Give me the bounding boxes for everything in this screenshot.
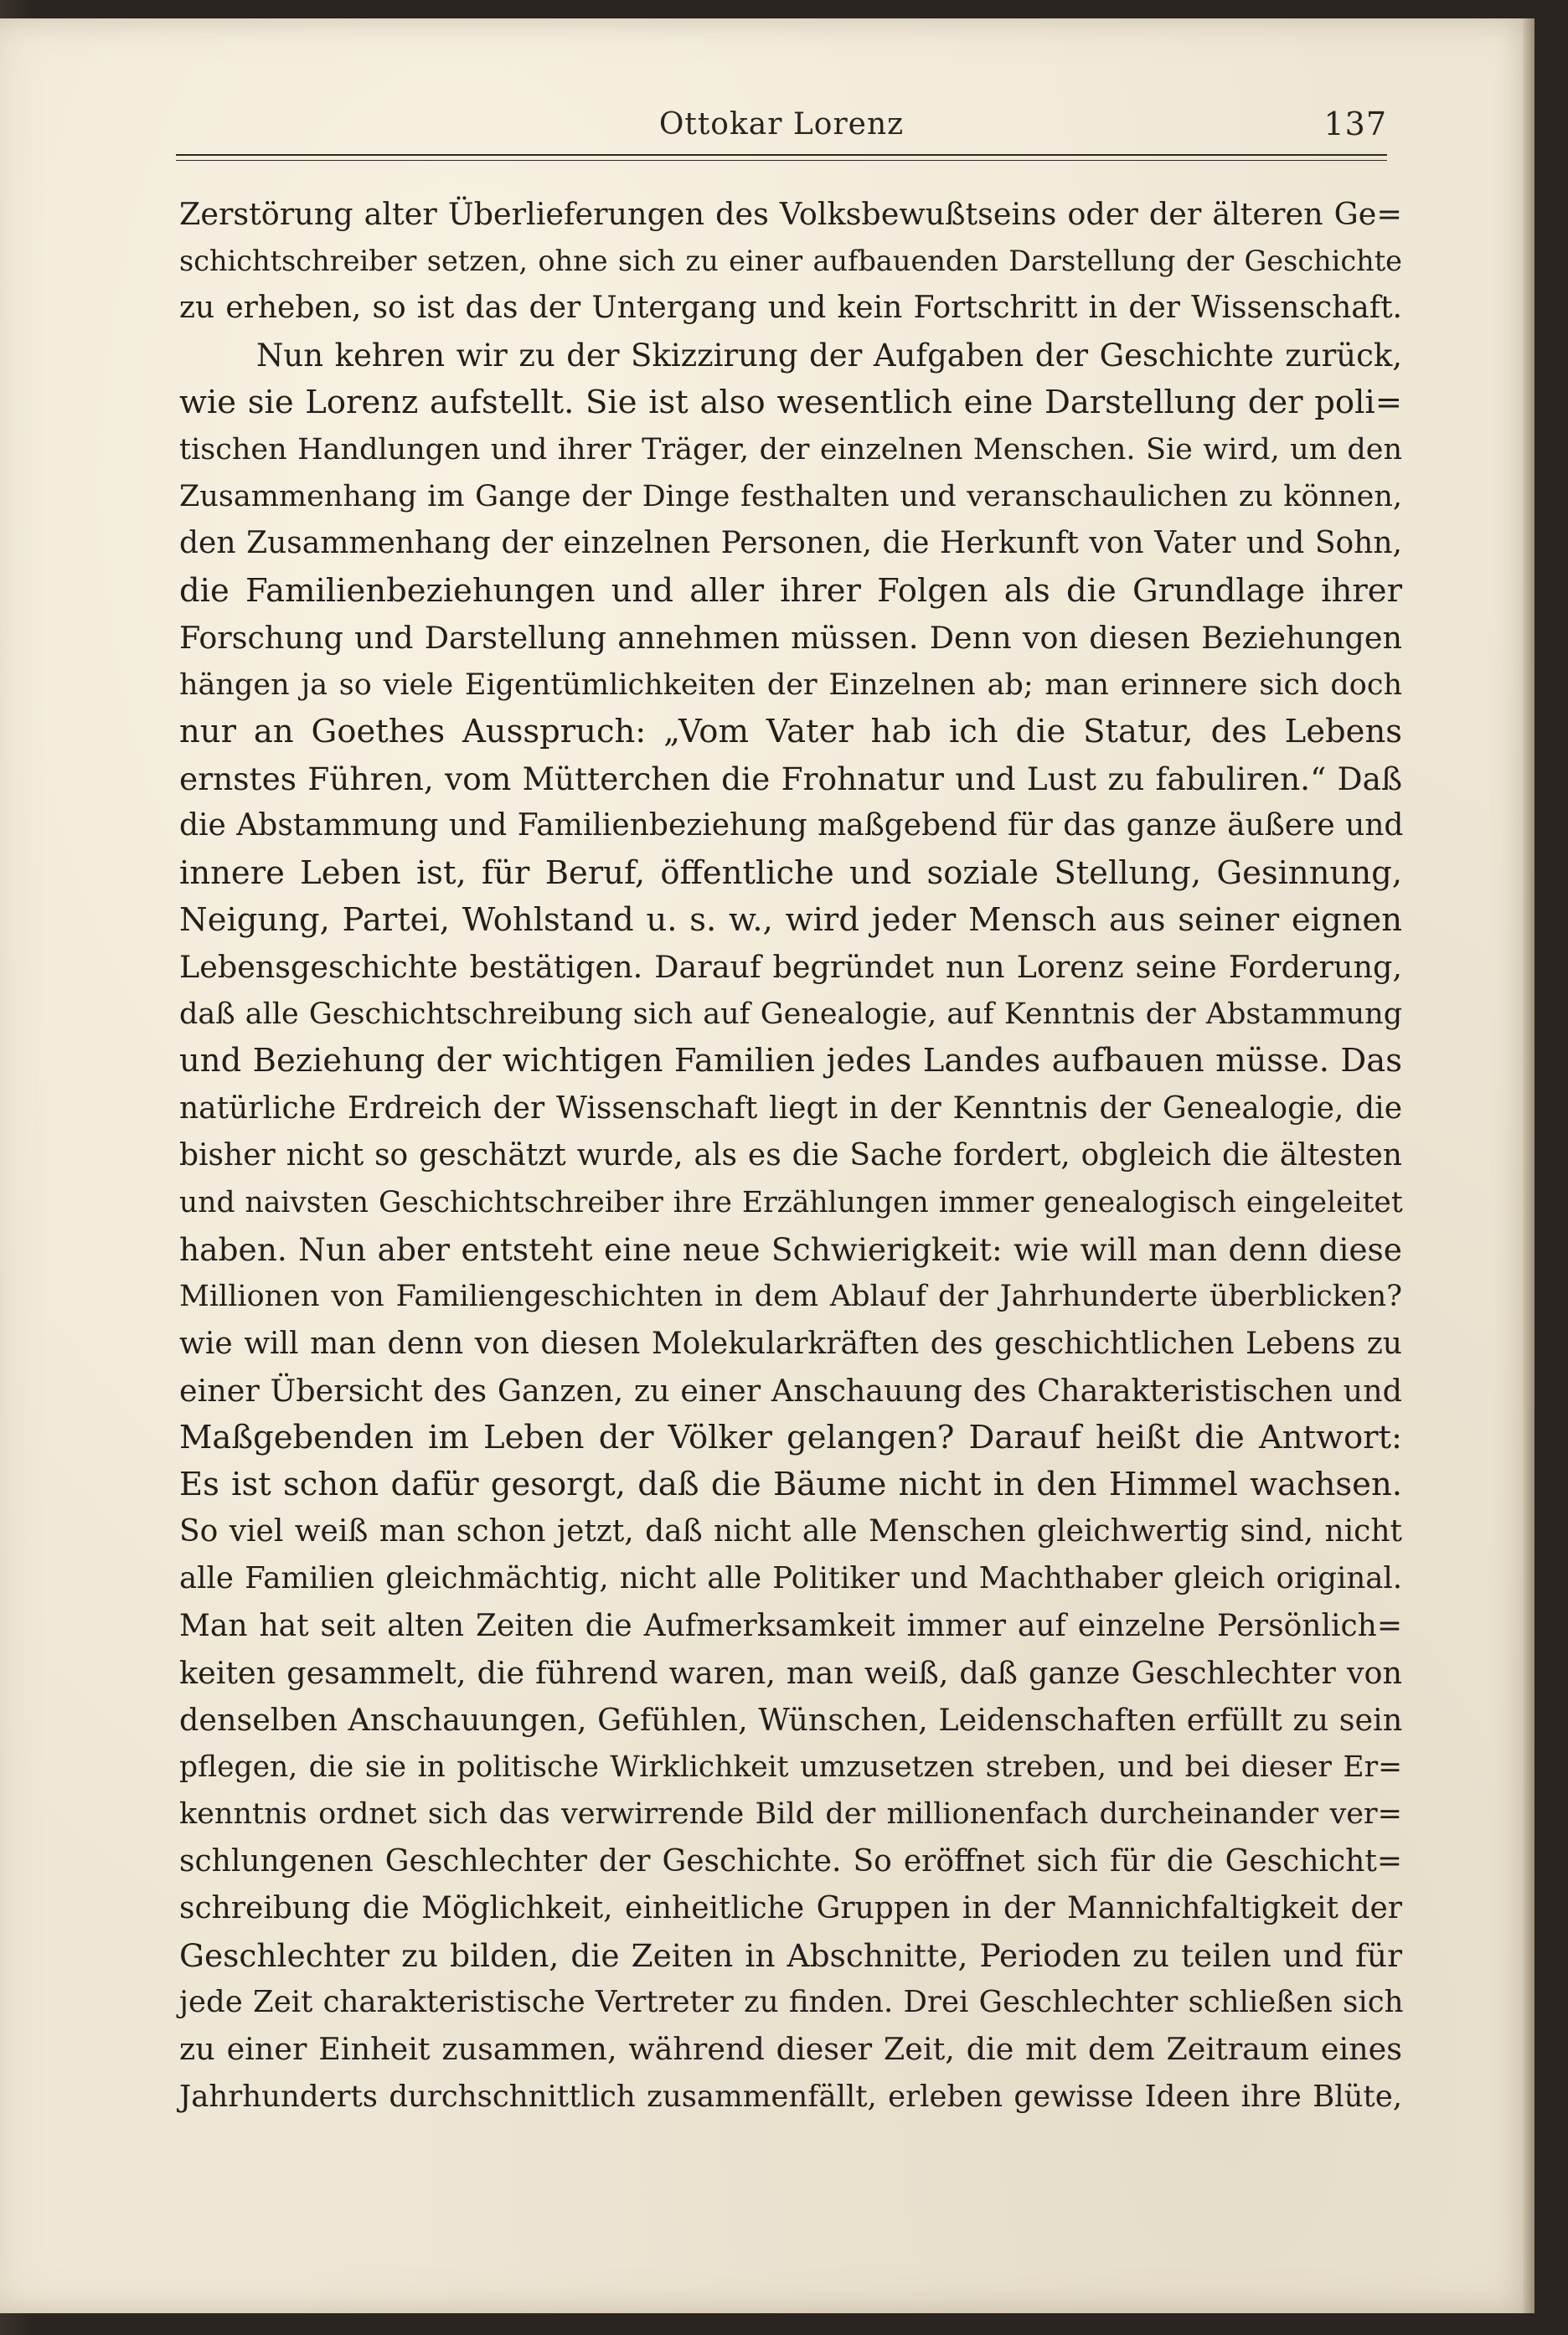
text-line: Geschlechter zu bilden, die Zeiten in Abschnitte, Perioden zu teilen und für [179, 1936, 1402, 1974]
text-line: schlungenen Geschlechter der Geschichte. So eröffnet sich für die Geschicht= [179, 1843, 1402, 1879]
text-line: den Zusammenhang der einzelnen Personen, die Herkunft von Vater und Sohn, [179, 526, 1402, 561]
text-line: innere Leben ist, für Beruf, öffentliche und soziale Stellung, Gesinnung, [179, 853, 1402, 892]
text-line: Man hat seit alten Zeiten die Aufmerksamkeit immer auf einzelne Persönlich= [179, 1608, 1402, 1643]
header-rule-thin [176, 160, 1387, 161]
text-line: schichtschreiber setzen, ohne sich zu einer aufbauenden Darstellung der Geschichte [179, 245, 1402, 278]
text-line: Lebensgeschichte bestätigen. Darauf begründet nun Lorenz seine Forderung, [179, 949, 1402, 985]
text-line: wie sie Lorenz aufstellt. Sie ist also wesentlich eine Darstellung der poli= [179, 383, 1402, 421]
text-line: und naivsten Geschichtschreiber ihre Erzählungen immer genealogisch eingeleitet [179, 1185, 1403, 1219]
text-line: tischen Handlungen und ihrer Träger, der einzelnen Menschen. Sie wird, um den [179, 432, 1402, 466]
text-line: ernstes Führen, vom Mütterchen die Frohnatur und Lust zu fabuliren.“ Daß [179, 760, 1402, 798]
text-line: Es ist schon dafür gesorgt, daß die Bäume nicht in den Himmel wachsen. [179, 1466, 1402, 1504]
text-line: jede Zeit charakteristische Vertreter zu finden. Drei Geschlechter schließen sich [179, 1985, 1404, 2020]
text-line: einer Übersicht des Ganzen, zu einer Anschauung des Charakteristischen und [179, 1372, 1402, 1409]
text-line: So viel weiß man schon jetzt, daß nicht alle Menschen gleichwertig sind, nicht [179, 1514, 1402, 1549]
text-line: Neigung, Partei, Wohlstand u. s. w., wird jeder Mensch aus seiner eignen [179, 900, 1402, 939]
text-line: keiten gesammelt, die führend waren, man weiß, daß ganze Geschlechter von [179, 1654, 1402, 1691]
text-line: nur an Goethes Ausspruch: „Vom Vater hab ich die Statur, des Lebens [179, 713, 1402, 751]
text-line: natürliche Erdreich der Wissenschaft liegt in der Kenntnis der Genealogie, die [179, 1090, 1402, 1126]
text-line: daß alle Geschichtschreibung sich auf Genealogie, auf Kenntnis der Abstammung [179, 997, 1403, 1032]
text-line: zu einer Einheit zusammen, während dieser Zeit, die mit dem Zeitraum eines [179, 2031, 1402, 2068]
paragraph-start-line: Nun kehren wir zu der Skizzirung der Aufgaben der Geschichte zurück, [256, 337, 1402, 374]
page-header [176, 107, 1387, 157]
text-line: Forschung und Darstellung annehmen müssen. Denn von diesen Beziehungen [179, 619, 1402, 656]
text-line: kenntnis ordnet sich das verwirrende Bild der millionenfach durcheinander ver= [179, 1797, 1402, 1832]
text-line: Millionen von Familiengeschichten in dem Ablauf der Jahrhunderte überblicken? [179, 1280, 1402, 1314]
running-head: Ottokar Lorenz [658, 107, 905, 142]
text-line: Jahrhunderts durchschnittlich zusammenfällt, erleben gewisse Ideen ihre Blüte, [179, 2079, 1402, 2114]
body-text [179, 191, 1402, 2121]
text-line: denselben Anschauungen, Gefühlen, Wünschen, Leidenschaften erfüllt zu sein [179, 1702, 1403, 1738]
text-line: schreibung die Möglichkeit, einheitliche Gruppen in der Mannichfaltigkeit der [179, 1890, 1402, 1925]
text-line: Zerstörung alter Überlieferungen des Volksbewußtseins oder der älteren Ge= [179, 196, 1402, 232]
text-line: haben. Nun aber entsteht eine neue Schwierigkeit: wie will man denn diese [179, 1231, 1402, 1269]
text-line: alle Familien gleichmächtig, nicht alle Politiker und Machthaber gleich original. [179, 1561, 1402, 1596]
text-line: und Beziehung der wichtigen Familien jedes Landes aufbauen müsse. Das [179, 1042, 1402, 1080]
text-line: die Familienbeziehungen und aller ihrer Folgen als die Grundlage ihrer [179, 571, 1402, 610]
text-line: die Abstammung und Familienbeziehung maßgebend für das ganze äußere und [179, 808, 1404, 843]
page-number: 137 [1323, 106, 1387, 142]
text-line: wie will man denn von diesen Molekularkräften des geschichtlichen Lebens zu [179, 1326, 1402, 1361]
header-rule-thick [176, 154, 1387, 156]
page-edge [1523, 18, 1534, 2313]
text-line: bisher nicht so geschätzt wurde, als es die Sache fordert, obgleich die ältesten [179, 1137, 1402, 1173]
text-line: zu erheben, so ist das der Untergang und kein Fortschritt in der Wissenschaft. [179, 291, 1402, 326]
text-line: pflegen, die sie in politische Wirklichkeit umzusetzen streben, und bei dieser Er= [179, 1750, 1402, 1785]
text-line: Zusammenhang im Gange der Dinge festhalten und veranschaulichen zu können, [179, 480, 1402, 514]
text-line: Maßgebenden im Leben der Völker gelangen? Darauf heißt die Antwort: [179, 1418, 1402, 1456]
text-line: hängen ja so viele Eigentümlichkeiten der Einzelnen ab; man erinnere sich doch [179, 668, 1402, 702]
